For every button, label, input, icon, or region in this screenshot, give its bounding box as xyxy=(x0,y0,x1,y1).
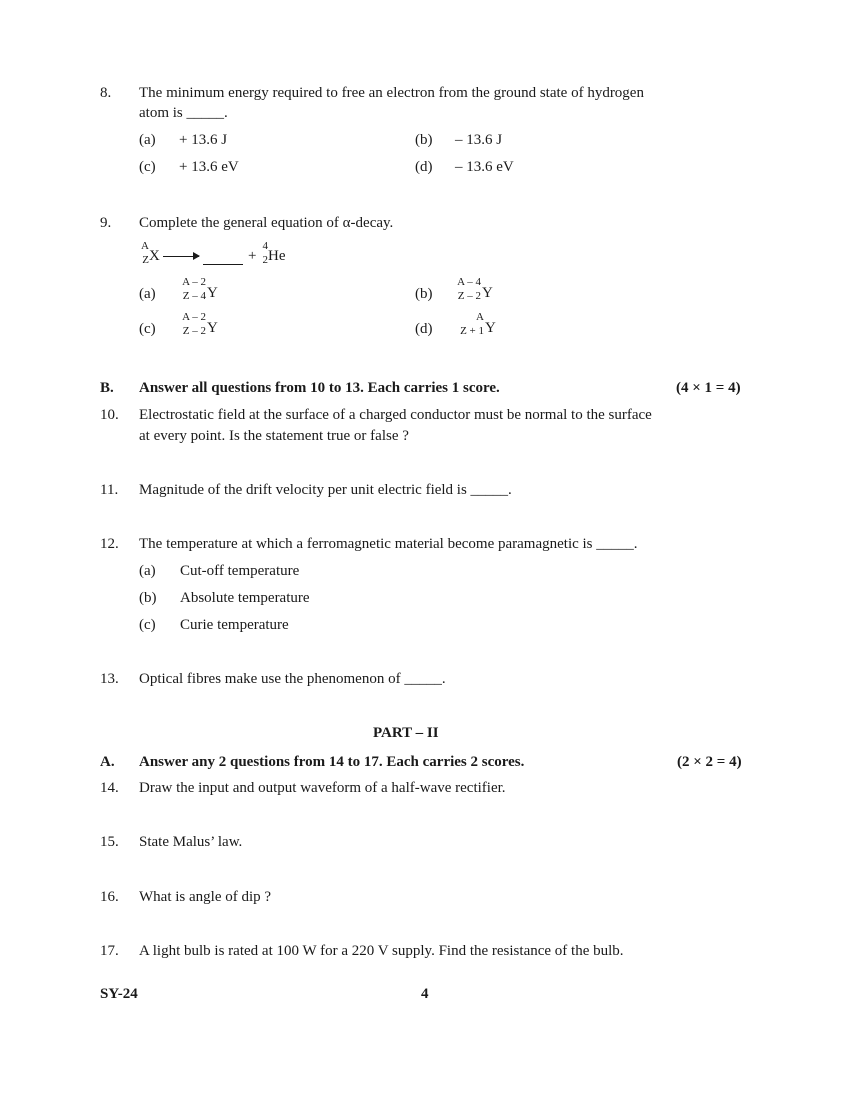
option-text: – 13.6 J xyxy=(455,132,503,148)
option-label: (c) xyxy=(139,617,156,633)
question-number: 9. xyxy=(100,215,112,231)
option-label: (d) xyxy=(415,159,433,175)
option-label: (a) xyxy=(139,563,156,579)
question-text-continued: at every point. Is the statement true or false ? xyxy=(139,428,409,444)
section-instruction: Answer any 2 questions from 14 to 17. Each carries 2 scores. xyxy=(139,754,525,770)
question-number: 12. xyxy=(100,536,119,552)
option-label: (c) xyxy=(139,321,156,337)
option-label: (b) xyxy=(415,286,433,302)
option-text: – 13.6 eV xyxy=(455,159,514,175)
option-text: + 13.6 J xyxy=(179,132,228,148)
answer-blank xyxy=(203,264,243,265)
question-text: Complete the general equation of α-decay. xyxy=(139,215,394,231)
question-number: 17. xyxy=(100,943,119,959)
option-label: (c) xyxy=(139,159,156,175)
option-nucleus: A – 2 Z – 2 Y xyxy=(182,311,218,337)
option-label: (a) xyxy=(139,132,156,148)
question-number: 15. xyxy=(100,834,119,850)
question-text: The minimum energy required to free an electron from the ground state of hydrogen xyxy=(139,85,644,101)
question-number: 14. xyxy=(100,780,119,796)
question-number: 8. xyxy=(100,85,112,101)
question-number: 10. xyxy=(100,407,119,423)
question-text-continued: atom is _____. xyxy=(139,105,228,121)
option-text: Curie temperature xyxy=(180,617,289,633)
section-letter: A. xyxy=(100,754,115,770)
option-nucleus: A – 4 Z – 2 Y xyxy=(457,276,493,302)
paper-code: SY-24 xyxy=(100,986,138,1002)
question-text: State Malus’ law. xyxy=(139,834,243,850)
question-number: 13. xyxy=(100,671,119,687)
option-label: (a) xyxy=(139,286,156,302)
option-label: (d) xyxy=(415,321,433,337)
question-text: Electrostatic field at the surface of a charged conductor must be normal to the surface xyxy=(139,407,652,423)
section-marks: (2 × 2 = 4) xyxy=(677,754,742,770)
part-title: PART – II xyxy=(373,725,439,741)
option-text: Cut-off temperature xyxy=(180,563,300,579)
page-number: 4 xyxy=(421,986,429,1002)
question-text: Draw the input and output waveform of a half-wave rectifier. xyxy=(139,780,506,796)
option-text: Absolute temperature xyxy=(180,590,310,606)
question-text: A light bulb is rated at 100 W for a 220 V supply. Find the resistance of the bulb. xyxy=(139,943,624,959)
reaction-arrow-icon xyxy=(163,256,199,257)
question-text: Magnitude of the drift velocity per unit electric field is _____. xyxy=(139,482,512,498)
option-label: (b) xyxy=(139,590,157,606)
parent-nucleus: A Z X xyxy=(141,240,160,266)
question-number: 16. xyxy=(100,889,119,905)
option-nucleus: A Z + 1 Y xyxy=(460,311,496,337)
option-label: (b) xyxy=(415,132,433,148)
alpha-particle: 4 2 He xyxy=(262,240,286,266)
plus-sign: + xyxy=(248,248,257,264)
question-text: Optical fibres make use the phenomenon of _____. xyxy=(139,671,446,687)
option-nucleus: A – 2 Z – 4 Y xyxy=(182,276,218,302)
section-instruction: Answer all questions from 10 to 13. Each carries 1 score. xyxy=(139,380,500,396)
question-text: The temperature at which a ferromagnetic material become paramagnetic is _____. xyxy=(139,536,638,552)
section-letter: B. xyxy=(100,380,114,396)
option-text: + 13.6 eV xyxy=(179,159,239,175)
question-text: What is angle of dip ? xyxy=(139,889,272,905)
section-marks: (4 × 1 = 4) xyxy=(676,380,741,396)
question-number: 11. xyxy=(100,482,119,498)
